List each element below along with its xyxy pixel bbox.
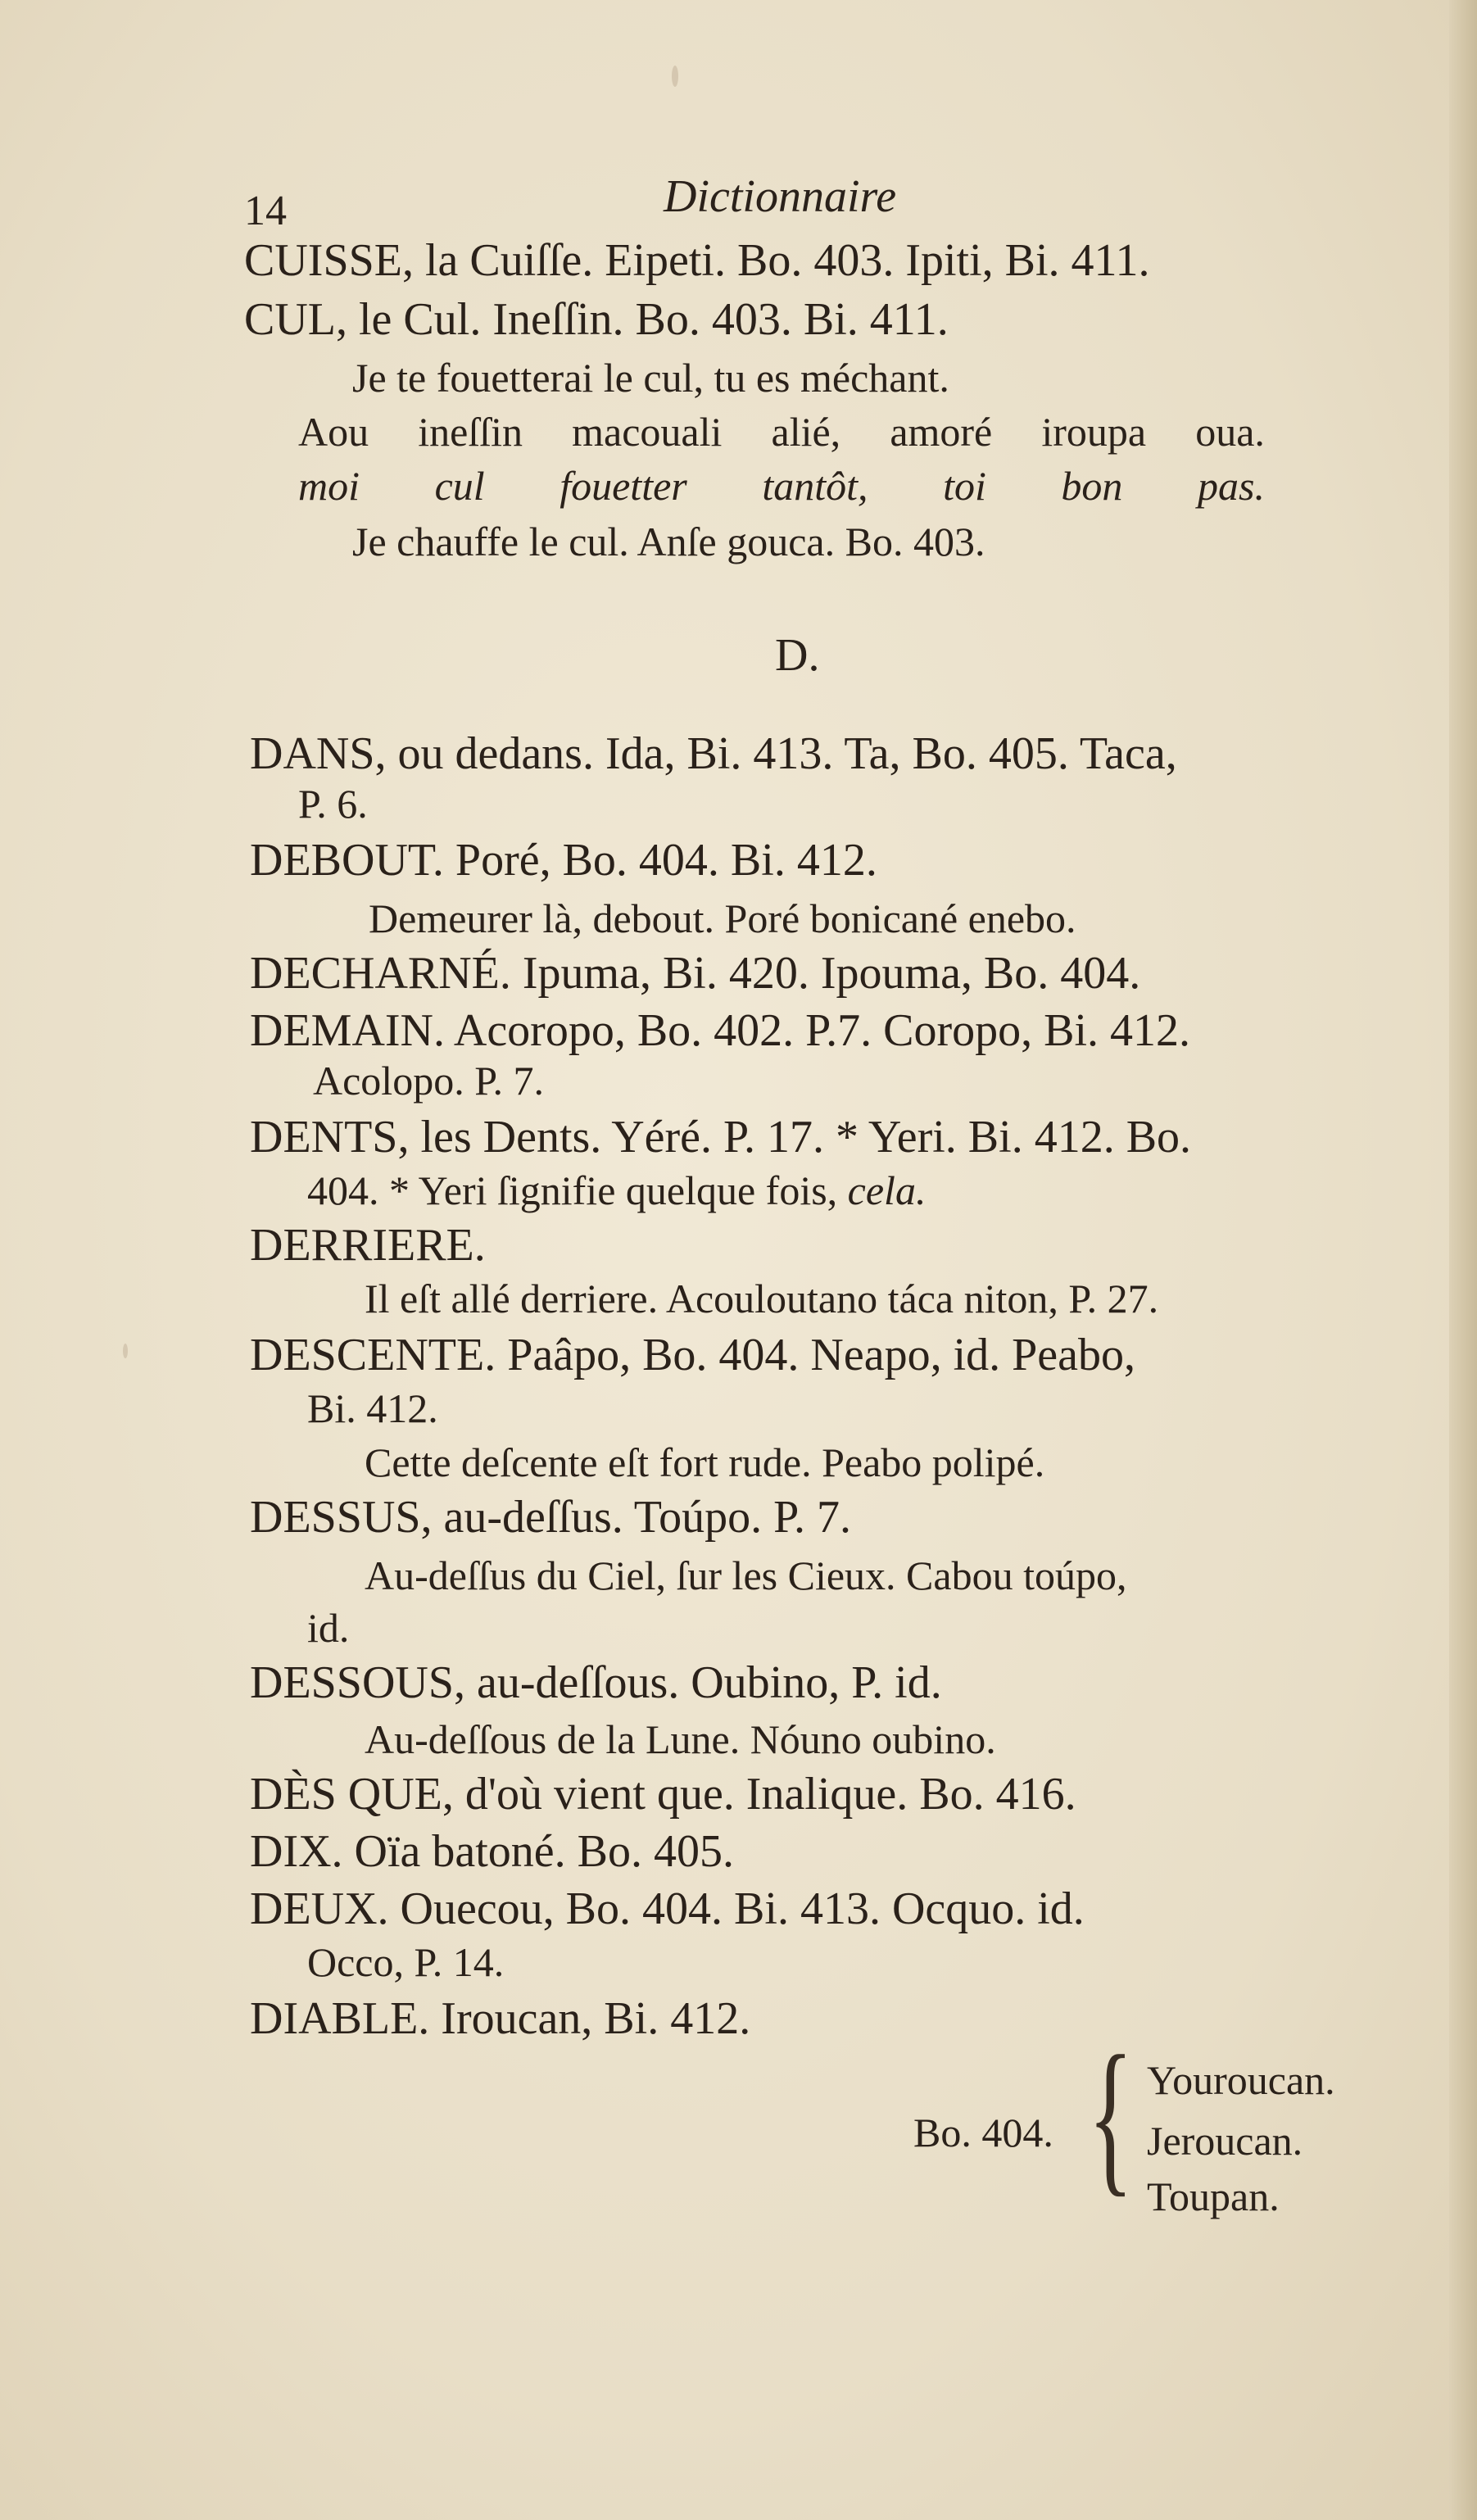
example-derriere: Il eſt allé derriere. Acouloutano táca niton, P. 27. bbox=[365, 1276, 1159, 1321]
carib-word: Aou bbox=[298, 409, 369, 455]
entry-decharne: DECHARNÉ. Ipuma, Bi. 420. Ipouma, Bo. 404. bbox=[250, 948, 1141, 999]
example-dessus-cont: id. bbox=[307, 1605, 350, 1651]
paper-stain bbox=[672, 66, 678, 87]
carib-word: macouali bbox=[572, 409, 723, 455]
entry-dans: DANS, ou dedans. Ida, Bi. 413. Ta, Bo. 405. Taca, bbox=[250, 728, 1177, 779]
page-edge bbox=[1449, 0, 1477, 2520]
entry-cuisse: CUISSE, la Cuiſſe. Eipeti. Bo. 403. Ipiti, Bi. 411. bbox=[244, 235, 1150, 286]
entry-cul: CUL, le Cul. Ineſſin. Bo. 403. Bi. 411. bbox=[244, 294, 949, 345]
entry-deux-cont: Occo, P. 14. bbox=[307, 1939, 505, 1985]
diable-variant: Youroucan. bbox=[1147, 2057, 1335, 2103]
paper-stain bbox=[123, 1344, 128, 1358]
example-cul-carib bbox=[298, 409, 1265, 455]
entry-diable: DIABLE. Iroucan, Bi. 412. bbox=[250, 1993, 751, 2044]
gloss-word: toi bbox=[943, 463, 986, 509]
diable-variant: Jeroucan. bbox=[1147, 2118, 1303, 2164]
gloss-word: cul bbox=[434, 463, 485, 509]
carib-word: iroupa bbox=[1041, 409, 1147, 455]
entry-descente-cont: Bi. 412. bbox=[307, 1385, 438, 1431]
entry-dessous: DESSOUS, au-deſſous. Oubino, P. id. bbox=[250, 1657, 942, 1708]
entry-descente: DESCENTE. Paâpo, Bo. 404. Neapo, id. Peabo, bbox=[250, 1330, 1135, 1380]
gloss-word: moi bbox=[298, 463, 360, 509]
carib-word: alié, bbox=[771, 409, 841, 455]
entry-demain-cont: Acolopo. P. 7. bbox=[313, 1058, 544, 1104]
dents-note: 404. * Yeri ſignifie quelque fois, bbox=[307, 1167, 838, 1213]
example-descente: Cette deſcente eſt fort rude. Peabo polipé. bbox=[365, 1439, 1045, 1485]
entry-deux: DEUX. Ouecou, Bo. 404. Bi. 413. Ocquo. id. bbox=[250, 1883, 1085, 1934]
carib-word: ineſſin bbox=[418, 409, 523, 455]
dents-note-italic: cela. bbox=[847, 1167, 927, 1213]
entry-dents-cont bbox=[307, 1167, 927, 1213]
gloss-word: fouetter bbox=[560, 463, 687, 509]
page-number: 14 bbox=[244, 188, 287, 234]
gloss-word: bon bbox=[1061, 463, 1123, 509]
entry-dessus: DESSUS, au-deſſus. Toúpo. P. 7. bbox=[250, 1492, 852, 1543]
entry-des-que: DÈS QUE, d'où vient que. Inalique. Bo. 416. bbox=[250, 1769, 1076, 1820]
curly-brace: { bbox=[1088, 2021, 1134, 2211]
example-dessous: Au-deſſous de la Lune. Nóuno oubino. bbox=[365, 1716, 996, 1762]
entry-dans-cont: P. 6. bbox=[298, 781, 368, 827]
running-title: Dictionnaire bbox=[664, 171, 897, 222]
example-dessus: Au-deſſus du Ciel, ſur les Cieux. Cabou toúpo, bbox=[365, 1552, 1127, 1598]
entry-dix: DIX. Oïa batoné. Bo. 405. bbox=[250, 1826, 735, 1877]
entry-debout: DEBOUT. Poré, Bo. 404. Bi. 412. bbox=[250, 835, 877, 886]
carib-word: amoré bbox=[890, 409, 993, 455]
example-cul-gloss bbox=[298, 463, 1265, 509]
example-cul-2: Je chauffe le cul. Anſe gouca. Bo. 403. bbox=[352, 519, 985, 564]
entry-dents: DENTS, les Dents. Yéré. P. 17. * Yeri. Bi. 412. Bo. bbox=[250, 1112, 1192, 1163]
example-cul-fr: Je te fouetterai le cul, tu es méchant. bbox=[352, 355, 949, 401]
gloss-word: tantôt, bbox=[762, 463, 868, 509]
diable-variant: Toupan. bbox=[1147, 2173, 1280, 2219]
entry-derriere: DERRIERE. bbox=[250, 1220, 486, 1271]
section-letter: D. bbox=[775, 630, 820, 681]
gloss-word: pas. bbox=[1197, 463, 1265, 509]
carib-word: oua. bbox=[1195, 409, 1265, 455]
diable-reference: Bo. 404. bbox=[913, 2110, 1053, 2155]
entry-demain: DEMAIN. Acoropo, Bo. 402. P.7. Coropo, Bi. 412. bbox=[250, 1005, 1191, 1056]
example-debout: Demeurer là, debout. Poré bonicané enebo. bbox=[369, 895, 1076, 941]
